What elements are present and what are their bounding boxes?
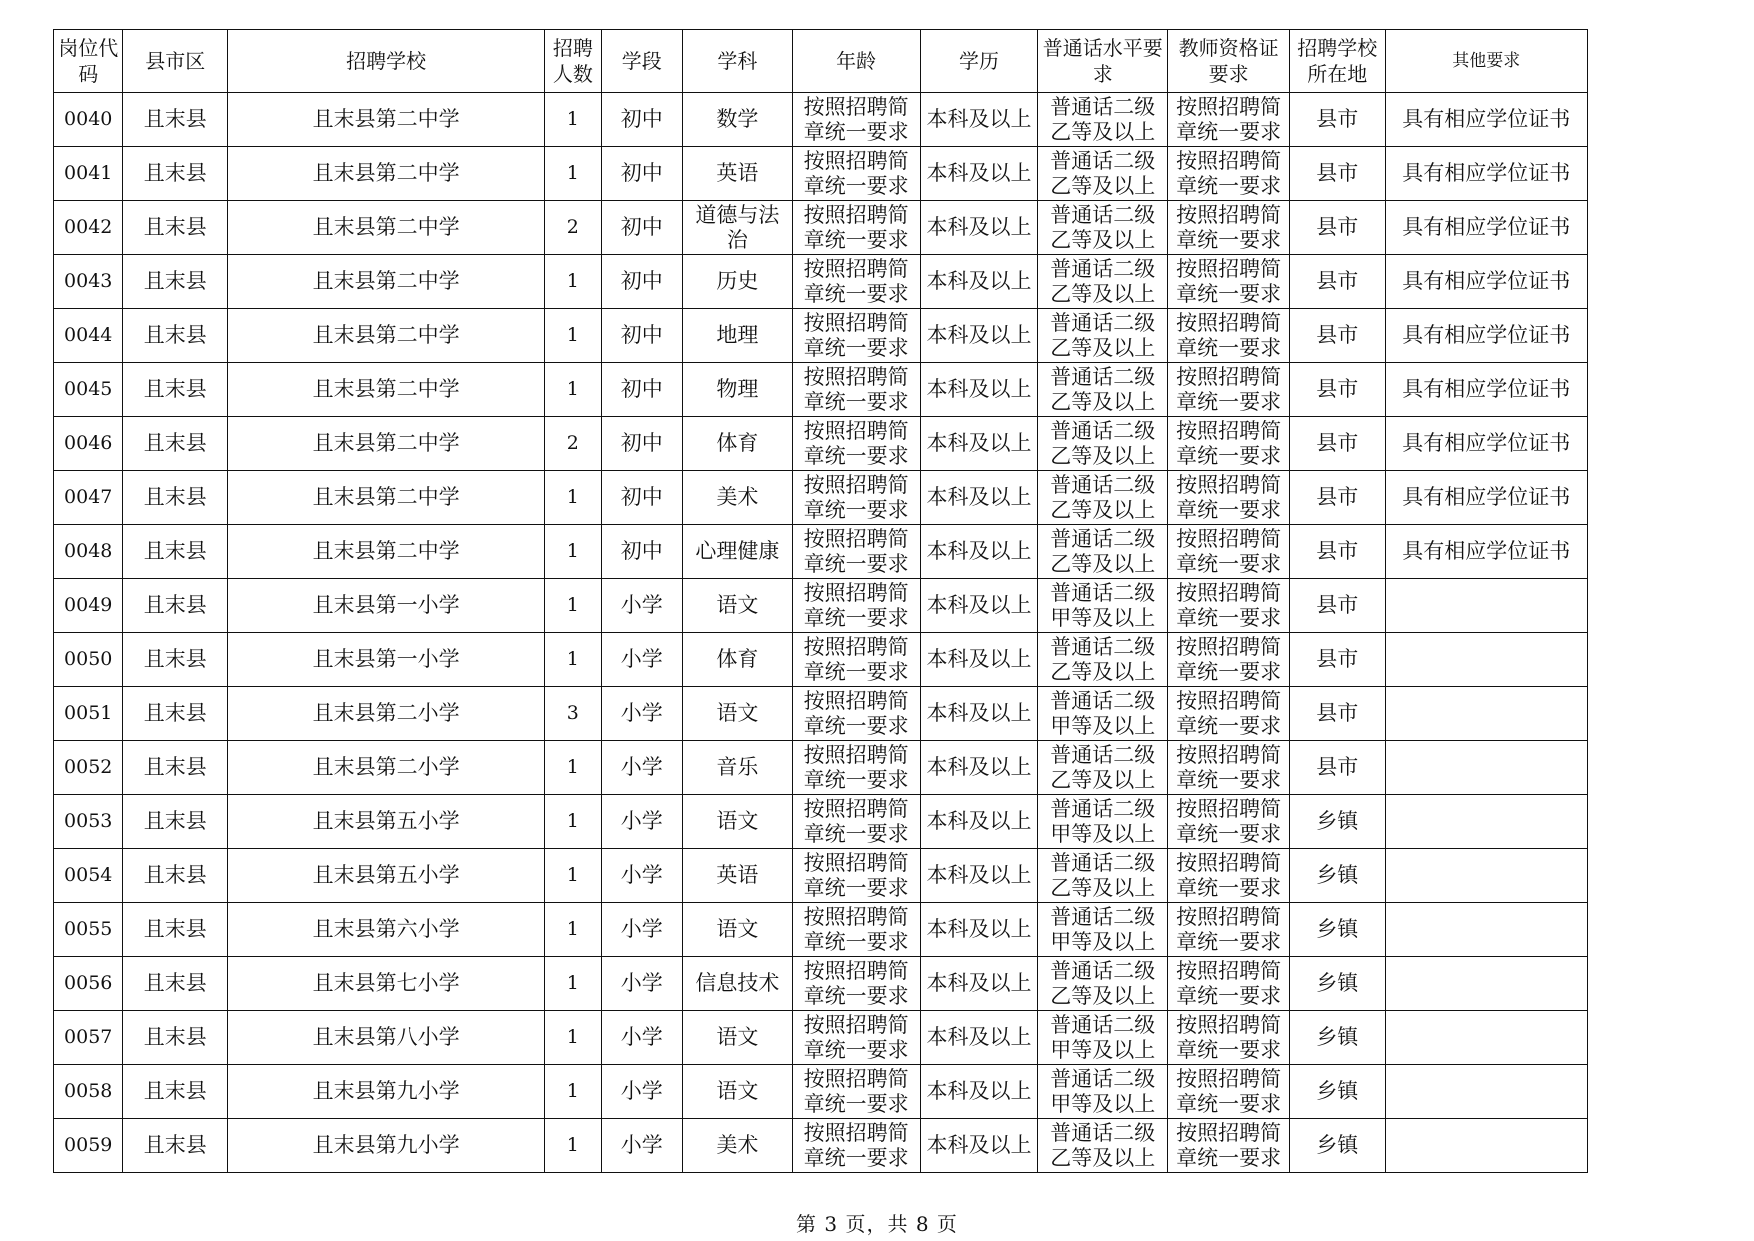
cell-code: 0057 — [54, 1011, 123, 1065]
cell-school: 且末县第七小学 — [228, 957, 545, 1011]
cell-other — [1385, 687, 1587, 741]
cell-level: 小学 — [601, 1119, 683, 1173]
cell-county: 且末县 — [123, 93, 228, 147]
table-row — [54, 93, 1588, 147]
cell-certificate: 按照招聘简章统一要求 — [1168, 633, 1290, 687]
cell-certificate: 按照招聘简章统一要求 — [1168, 147, 1290, 201]
table-row — [54, 903, 1588, 957]
cell-county: 且末县 — [123, 417, 228, 471]
cell-subject: 道德与法治 — [683, 201, 793, 255]
cell-code: 0044 — [54, 309, 123, 363]
cell-count: 1 — [545, 957, 601, 1011]
table-header — [54, 30, 1588, 93]
cell-code: 0046 — [54, 417, 123, 471]
header-subject: 学科 — [683, 30, 793, 93]
cell-age: 按照招聘简章统一要求 — [792, 201, 920, 255]
cell-school: 且末县第一小学 — [228, 579, 545, 633]
table-row — [54, 633, 1588, 687]
cell-other — [1385, 579, 1587, 633]
cell-location: 县市 — [1289, 363, 1385, 417]
cell-subject: 音乐 — [683, 741, 793, 795]
cell-location: 乡镇 — [1289, 795, 1385, 849]
cell-age: 按照招聘简章统一要求 — [792, 417, 920, 471]
cell-count: 1 — [545, 309, 601, 363]
cell-school: 且末县第二中学 — [228, 363, 545, 417]
header-education: 学历 — [920, 30, 1038, 93]
cell-education: 本科及以上 — [920, 687, 1038, 741]
cell-mandarin: 普通话二级乙等及以上 — [1038, 471, 1168, 525]
cell-county: 且末县 — [123, 1119, 228, 1173]
cell-subject: 语文 — [683, 579, 793, 633]
cell-mandarin: 普通话二级甲等及以上 — [1038, 903, 1168, 957]
cell-level: 初中 — [601, 309, 683, 363]
cell-school: 且末县第二中学 — [228, 417, 545, 471]
cell-mandarin: 普通话二级乙等及以上 — [1038, 1119, 1168, 1173]
cell-other — [1385, 1065, 1587, 1119]
cell-mandarin: 普通话二级甲等及以上 — [1038, 687, 1168, 741]
table-row — [54, 1011, 1588, 1065]
cell-age: 按照招聘简章统一要求 — [792, 849, 920, 903]
cell-level: 初中 — [601, 201, 683, 255]
cell-mandarin: 普通话二级乙等及以上 — [1038, 147, 1168, 201]
cell-mandarin: 普通话二级甲等及以上 — [1038, 1011, 1168, 1065]
cell-other — [1385, 633, 1587, 687]
cell-subject: 信息技术 — [683, 957, 793, 1011]
cell-other: 具有相应学位证书 — [1385, 525, 1587, 579]
cell-level: 小学 — [601, 579, 683, 633]
cell-count: 1 — [545, 741, 601, 795]
cell-school: 且末县第二中学 — [228, 309, 545, 363]
cell-location: 县市 — [1289, 525, 1385, 579]
header-row — [54, 30, 1588, 93]
cell-code: 0049 — [54, 579, 123, 633]
cell-location: 县市 — [1289, 471, 1385, 525]
cell-education: 本科及以上 — [920, 633, 1038, 687]
cell-mandarin: 普通话二级乙等及以上 — [1038, 633, 1168, 687]
cell-mandarin: 普通话二级甲等及以上 — [1038, 795, 1168, 849]
table-row — [54, 1119, 1588, 1173]
header-other: 其他要求 — [1385, 30, 1587, 93]
cell-level: 小学 — [601, 1065, 683, 1119]
cell-age: 按照招聘简章统一要求 — [792, 957, 920, 1011]
cell-certificate: 按照招聘简章统一要求 — [1168, 957, 1290, 1011]
cell-other — [1385, 1119, 1587, 1173]
cell-subject: 英语 — [683, 147, 793, 201]
cell-county: 且末县 — [123, 903, 228, 957]
cell-level: 初中 — [601, 363, 683, 417]
cell-certificate: 按照招聘简章统一要求 — [1168, 1011, 1290, 1065]
cell-certificate: 按照招聘简章统一要求 — [1168, 93, 1290, 147]
cell-mandarin: 普通话二级乙等及以上 — [1038, 93, 1168, 147]
cell-count: 1 — [545, 1011, 601, 1065]
cell-location: 县市 — [1289, 309, 1385, 363]
cell-location: 乡镇 — [1289, 849, 1385, 903]
table-row — [54, 525, 1588, 579]
table-row — [54, 1065, 1588, 1119]
cell-mandarin: 普通话二级乙等及以上 — [1038, 849, 1168, 903]
header-level: 学段 — [601, 30, 683, 93]
cell-other: 具有相应学位证书 — [1385, 147, 1587, 201]
cell-code: 0048 — [54, 525, 123, 579]
cell-subject: 数学 — [683, 93, 793, 147]
recruitment-table — [53, 29, 1588, 1173]
cell-age: 按照招聘简章统一要求 — [792, 1119, 920, 1173]
cell-county: 且末县 — [123, 957, 228, 1011]
cell-location: 县市 — [1289, 255, 1385, 309]
header-count: 招聘人数 — [545, 30, 601, 93]
cell-school: 且末县第二中学 — [228, 525, 545, 579]
cell-other: 具有相应学位证书 — [1385, 417, 1587, 471]
cell-subject: 美术 — [683, 1119, 793, 1173]
table-row — [54, 957, 1588, 1011]
recruitment-table-container — [53, 29, 1588, 1173]
cell-subject: 体育 — [683, 633, 793, 687]
cell-subject: 语文 — [683, 687, 793, 741]
cell-other: 具有相应学位证书 — [1385, 255, 1587, 309]
cell-level: 小学 — [601, 687, 683, 741]
cell-school: 且末县第二中学 — [228, 147, 545, 201]
cell-level: 小学 — [601, 741, 683, 795]
cell-count: 1 — [545, 633, 601, 687]
cell-certificate: 按照招聘简章统一要求 — [1168, 795, 1290, 849]
cell-code: 0056 — [54, 957, 123, 1011]
cell-level: 小学 — [601, 795, 683, 849]
header-mandarin: 普通话水平要求 — [1038, 30, 1168, 93]
cell-count: 1 — [545, 525, 601, 579]
cell-location: 县市 — [1289, 687, 1385, 741]
cell-age: 按照招聘简章统一要求 — [792, 363, 920, 417]
cell-county: 且末县 — [123, 1011, 228, 1065]
cell-location: 乡镇 — [1289, 1119, 1385, 1173]
cell-education: 本科及以上 — [920, 93, 1038, 147]
cell-county: 且末县 — [123, 147, 228, 201]
cell-code: 0051 — [54, 687, 123, 741]
cell-county: 且末县 — [123, 309, 228, 363]
cell-school: 且末县第八小学 — [228, 1011, 545, 1065]
cell-mandarin: 普通话二级乙等及以上 — [1038, 741, 1168, 795]
cell-education: 本科及以上 — [920, 255, 1038, 309]
cell-certificate: 按照招聘简章统一要求 — [1168, 741, 1290, 795]
cell-location: 乡镇 — [1289, 1011, 1385, 1065]
cell-age: 按照招聘简章统一要求 — [792, 903, 920, 957]
cell-age: 按照招聘简章统一要求 — [792, 255, 920, 309]
cell-level: 小学 — [601, 1011, 683, 1065]
cell-school: 且末县第二小学 — [228, 687, 545, 741]
cell-other: 具有相应学位证书 — [1385, 93, 1587, 147]
cell-county: 且末县 — [123, 1065, 228, 1119]
cell-mandarin: 普通话二级乙等及以上 — [1038, 417, 1168, 471]
cell-certificate: 按照招聘简章统一要求 — [1168, 255, 1290, 309]
cell-education: 本科及以上 — [920, 849, 1038, 903]
cell-age: 按照招聘简章统一要求 — [792, 471, 920, 525]
cell-age: 按照招聘简章统一要求 — [792, 579, 920, 633]
cell-location: 县市 — [1289, 93, 1385, 147]
cell-education: 本科及以上 — [920, 903, 1038, 957]
cell-count: 2 — [545, 201, 601, 255]
cell-other — [1385, 795, 1587, 849]
cell-education: 本科及以上 — [920, 471, 1038, 525]
cell-subject: 语文 — [683, 1065, 793, 1119]
cell-education: 本科及以上 — [920, 1011, 1038, 1065]
cell-mandarin: 普通话二级乙等及以上 — [1038, 957, 1168, 1011]
cell-county: 且末县 — [123, 579, 228, 633]
cell-age: 按照招聘简章统一要求 — [792, 147, 920, 201]
cell-subject: 语文 — [683, 1011, 793, 1065]
cell-subject: 心理健康 — [683, 525, 793, 579]
table-row — [54, 579, 1588, 633]
cell-county: 且末县 — [123, 471, 228, 525]
table-row — [54, 363, 1588, 417]
cell-code: 0040 — [54, 93, 123, 147]
cell-county: 且末县 — [123, 849, 228, 903]
cell-age: 按照招聘简章统一要求 — [792, 1011, 920, 1065]
cell-school: 且末县第六小学 — [228, 903, 545, 957]
cell-school: 且末县第九小学 — [228, 1065, 545, 1119]
cell-school: 且末县第二小学 — [228, 741, 545, 795]
cell-education: 本科及以上 — [920, 147, 1038, 201]
cell-subject: 物理 — [683, 363, 793, 417]
cell-school: 且末县第一小学 — [228, 633, 545, 687]
cell-education: 本科及以上 — [920, 363, 1038, 417]
cell-count: 2 — [545, 417, 601, 471]
cell-education: 本科及以上 — [920, 1119, 1038, 1173]
cell-mandarin: 普通话二级甲等及以上 — [1038, 1065, 1168, 1119]
cell-level: 初中 — [601, 255, 683, 309]
cell-code: 0055 — [54, 903, 123, 957]
cell-education: 本科及以上 — [920, 741, 1038, 795]
cell-county: 且末县 — [123, 633, 228, 687]
table-row — [54, 741, 1588, 795]
cell-subject: 体育 — [683, 417, 793, 471]
cell-certificate: 按照招聘简章统一要求 — [1168, 687, 1290, 741]
cell-age: 按照招聘简章统一要求 — [792, 795, 920, 849]
table-row — [54, 417, 1588, 471]
cell-other — [1385, 903, 1587, 957]
header-location: 招聘学校所在地 — [1289, 30, 1385, 93]
cell-mandarin: 普通话二级乙等及以上 — [1038, 525, 1168, 579]
cell-level: 小学 — [601, 903, 683, 957]
cell-level: 小学 — [601, 849, 683, 903]
cell-count: 1 — [545, 903, 601, 957]
cell-age: 按照招聘简章统一要求 — [792, 741, 920, 795]
cell-location: 县市 — [1289, 741, 1385, 795]
cell-code: 0052 — [54, 741, 123, 795]
table-row — [54, 147, 1588, 201]
cell-count: 1 — [545, 795, 601, 849]
cell-education: 本科及以上 — [920, 417, 1038, 471]
cell-subject: 英语 — [683, 849, 793, 903]
cell-age: 按照招聘简章统一要求 — [792, 525, 920, 579]
cell-county: 且末县 — [123, 687, 228, 741]
cell-subject: 语文 — [683, 795, 793, 849]
cell-level: 初中 — [601, 93, 683, 147]
cell-location: 乡镇 — [1289, 1065, 1385, 1119]
cell-certificate: 按照招聘简章统一要求 — [1168, 1119, 1290, 1173]
cell-count: 1 — [545, 255, 601, 309]
cell-certificate: 按照招聘简章统一要求 — [1168, 309, 1290, 363]
table-row — [54, 201, 1588, 255]
cell-count: 3 — [545, 687, 601, 741]
cell-level: 初中 — [601, 471, 683, 525]
cell-count: 1 — [545, 93, 601, 147]
cell-code: 0045 — [54, 363, 123, 417]
cell-location: 县市 — [1289, 417, 1385, 471]
cell-level: 小学 — [601, 957, 683, 1011]
cell-subject: 美术 — [683, 471, 793, 525]
cell-code: 0053 — [54, 795, 123, 849]
cell-level: 初中 — [601, 147, 683, 201]
cell-code: 0042 — [54, 201, 123, 255]
cell-other: 具有相应学位证书 — [1385, 363, 1587, 417]
cell-school: 且末县第二中学 — [228, 93, 545, 147]
cell-level: 初中 — [601, 417, 683, 471]
header-county: 县市区 — [123, 30, 228, 93]
cell-certificate: 按照招聘简章统一要求 — [1168, 201, 1290, 255]
cell-certificate: 按照招聘简章统一要求 — [1168, 471, 1290, 525]
cell-count: 1 — [545, 147, 601, 201]
cell-education: 本科及以上 — [920, 795, 1038, 849]
cell-age: 按照招聘简章统一要求 — [792, 93, 920, 147]
cell-certificate: 按照招聘简章统一要求 — [1168, 525, 1290, 579]
table-row — [54, 471, 1588, 525]
cell-count: 1 — [545, 1065, 601, 1119]
table-row — [54, 309, 1588, 363]
cell-certificate: 按照招聘简章统一要求 — [1168, 903, 1290, 957]
cell-count: 1 — [545, 471, 601, 525]
cell-mandarin: 普通话二级乙等及以上 — [1038, 363, 1168, 417]
cell-other — [1385, 849, 1587, 903]
cell-school: 且末县第九小学 — [228, 1119, 545, 1173]
cell-count: 1 — [545, 363, 601, 417]
cell-school: 且末县第五小学 — [228, 849, 545, 903]
cell-county: 且末县 — [123, 363, 228, 417]
table-row — [54, 849, 1588, 903]
cell-county: 且末县 — [123, 255, 228, 309]
cell-age: 按照招聘简章统一要求 — [792, 309, 920, 363]
cell-mandarin: 普通话二级乙等及以上 — [1038, 309, 1168, 363]
header-school: 招聘学校 — [228, 30, 545, 93]
cell-code: 0043 — [54, 255, 123, 309]
cell-mandarin: 普通话二级甲等及以上 — [1038, 579, 1168, 633]
page-number: 第 3 页，共 8 页 — [796, 1212, 958, 1236]
cell-school: 且末县第二中学 — [228, 471, 545, 525]
cell-code: 0047 — [54, 471, 123, 525]
cell-mandarin: 普通话二级乙等及以上 — [1038, 255, 1168, 309]
cell-subject: 历史 — [683, 255, 793, 309]
cell-other: 具有相应学位证书 — [1385, 471, 1587, 525]
cell-education: 本科及以上 — [920, 525, 1038, 579]
cell-level: 小学 — [601, 633, 683, 687]
cell-location: 县市 — [1289, 201, 1385, 255]
cell-other: 具有相应学位证书 — [1385, 309, 1587, 363]
cell-county: 且末县 — [123, 795, 228, 849]
header-age: 年龄 — [792, 30, 920, 93]
cell-age: 按照招聘简章统一要求 — [792, 1065, 920, 1119]
header-code: 岗位代码 — [54, 30, 123, 93]
cell-code: 0059 — [54, 1119, 123, 1173]
cell-school: 且末县第二中学 — [228, 255, 545, 309]
cell-other — [1385, 1011, 1587, 1065]
cell-school: 且末县第二中学 — [228, 201, 545, 255]
cell-location: 县市 — [1289, 579, 1385, 633]
cell-count: 1 — [545, 579, 601, 633]
cell-code: 0050 — [54, 633, 123, 687]
cell-mandarin: 普通话二级乙等及以上 — [1038, 201, 1168, 255]
cell-subject: 语文 — [683, 903, 793, 957]
cell-certificate: 按照招聘简章统一要求 — [1168, 579, 1290, 633]
cell-county: 且末县 — [123, 201, 228, 255]
cell-location: 县市 — [1289, 633, 1385, 687]
cell-county: 且末县 — [123, 741, 228, 795]
cell-other — [1385, 741, 1587, 795]
cell-code: 0054 — [54, 849, 123, 903]
cell-location: 县市 — [1289, 147, 1385, 201]
cell-education: 本科及以上 — [920, 957, 1038, 1011]
table-row — [54, 687, 1588, 741]
table-row — [54, 255, 1588, 309]
cell-other — [1385, 957, 1587, 1011]
cell-education: 本科及以上 — [920, 579, 1038, 633]
cell-school: 且末县第五小学 — [228, 795, 545, 849]
cell-age: 按照招聘简章统一要求 — [792, 687, 920, 741]
cell-certificate: 按照招聘简章统一要求 — [1168, 849, 1290, 903]
cell-location: 乡镇 — [1289, 957, 1385, 1011]
table-row — [54, 795, 1588, 849]
cell-certificate: 按照招聘简章统一要求 — [1168, 417, 1290, 471]
cell-other: 具有相应学位证书 — [1385, 201, 1587, 255]
cell-count: 1 — [545, 1119, 601, 1173]
header-certificate: 教师资格证要求 — [1168, 30, 1290, 93]
cell-count: 1 — [545, 849, 601, 903]
cell-education: 本科及以上 — [920, 1065, 1038, 1119]
cell-education: 本科及以上 — [920, 309, 1038, 363]
cell-certificate: 按照招聘简章统一要求 — [1168, 1065, 1290, 1119]
cell-code: 0041 — [54, 147, 123, 201]
cell-subject: 地理 — [683, 309, 793, 363]
table-body — [54, 93, 1588, 1173]
cell-age: 按照招聘简章统一要求 — [792, 633, 920, 687]
cell-county: 且末县 — [123, 525, 228, 579]
cell-location: 乡镇 — [1289, 903, 1385, 957]
cell-certificate: 按照招聘简章统一要求 — [1168, 363, 1290, 417]
cell-code: 0058 — [54, 1065, 123, 1119]
cell-level: 初中 — [601, 525, 683, 579]
cell-education: 本科及以上 — [920, 201, 1038, 255]
